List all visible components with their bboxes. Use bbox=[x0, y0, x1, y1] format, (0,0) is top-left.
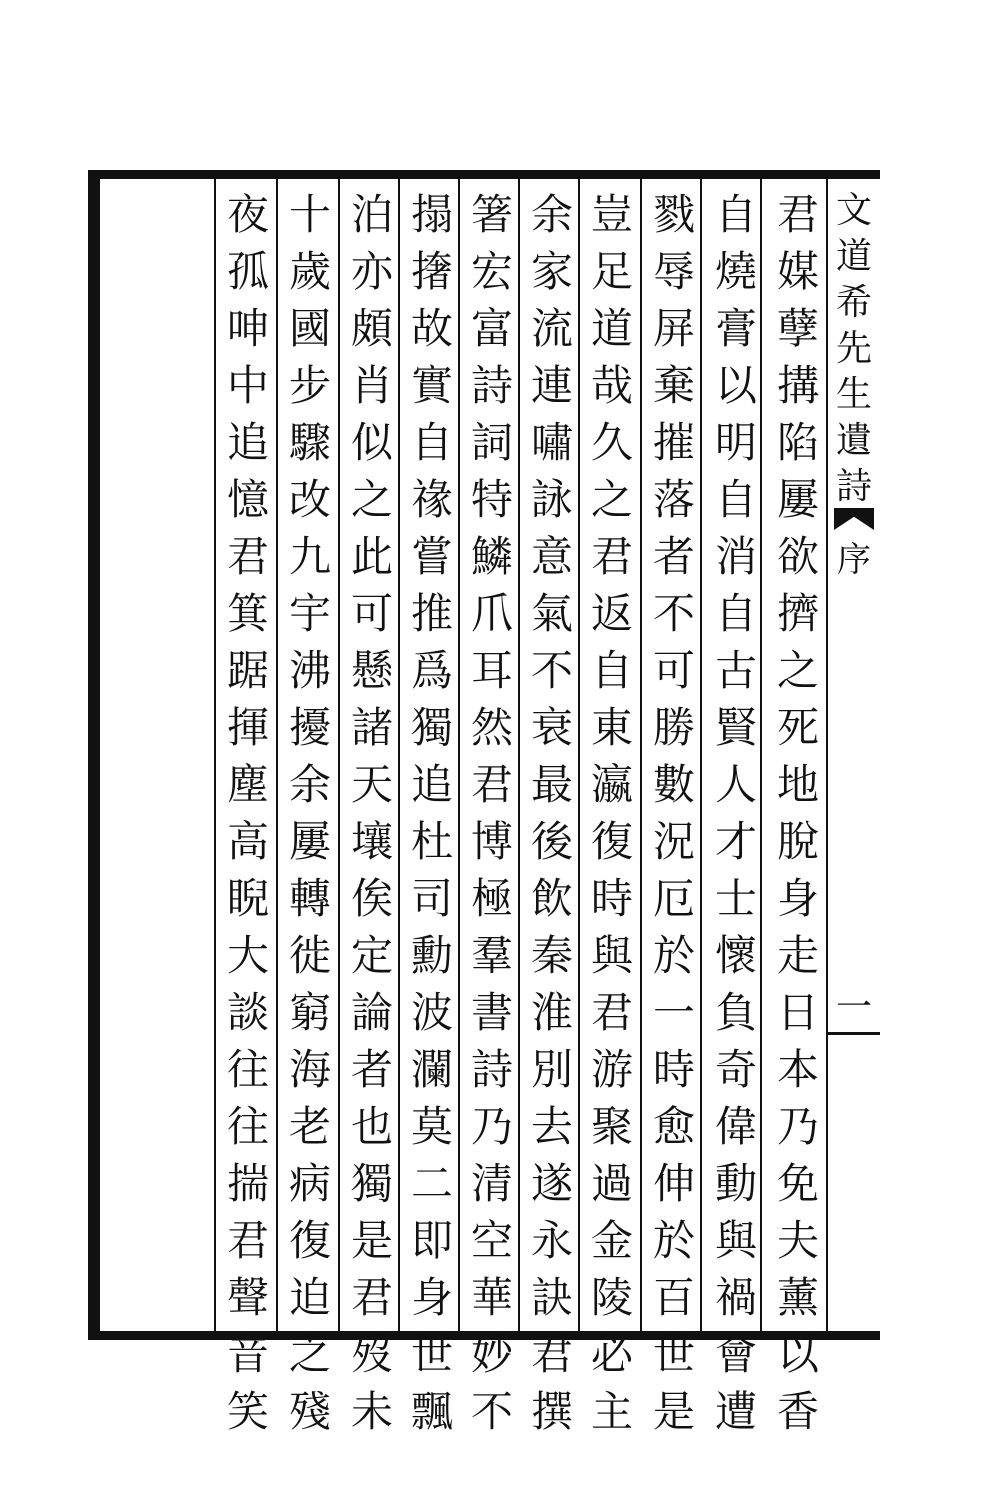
text-column: 十 歲 國 步 驟 改 九 宇 沸 擾 余 屢 轉 徙 窮 海 老 病 復 迫 之 殘 bbox=[288, 190, 331, 1436]
margin-column bbox=[828, 178, 880, 1332]
text-column: 泊 亦 頗 肖 似 之 此 可 懸 諸 天 壤 俟 定 論 者 也 獨 是 君 歿 未 bbox=[350, 190, 393, 1436]
column-rule bbox=[640, 178, 642, 1332]
column-rule bbox=[826, 178, 828, 1332]
column-rule bbox=[458, 178, 460, 1332]
column-rule bbox=[518, 178, 520, 1332]
column-rule bbox=[276, 178, 278, 1332]
page-number: 一 bbox=[835, 987, 872, 1028]
text-column: 君 媒 孽 搆 陷 屢 欲 擠 之 死 地 脫 身 走 日 本 乃 免 夫 薰 以 香 bbox=[776, 190, 819, 1436]
text-column: 搨 撦 故 實 自 禒 嘗 推 爲 獨 追 杜 司 勳 波 瀾 莫 二 即 身 世 飄 bbox=[410, 190, 453, 1436]
column-rule bbox=[214, 178, 216, 1332]
column-rule bbox=[578, 178, 580, 1332]
text-column: 夜 孤 呻 中 追 憶 君 箕 踞 揮 塵 高 睨 大 談 往 往 揣 君 聲 音 笑 bbox=[226, 190, 269, 1436]
text-column: 自 燒 膏 以 明 自 消 自 古 賢 人 才 士 懷 負 奇 偉 動 與 禍 會 遭 bbox=[714, 190, 757, 1436]
column-rule bbox=[338, 178, 340, 1332]
column-rule bbox=[700, 178, 702, 1332]
column-rule bbox=[398, 178, 400, 1332]
text-column: 余 家 流 連 嘯 詠 意 氣 不 衰 最 後 飲 秦 淮 別 去 遂 永 訣 君 撰 bbox=[530, 190, 573, 1436]
column-rule bbox=[760, 178, 762, 1332]
inner-border-line bbox=[96, 178, 100, 1332]
text-column: 戮 辱 屏 棄 摧 落 者 不 可 勝 數 況 厄 於 一 時 愈 伸 於 百 世 是 bbox=[652, 190, 695, 1436]
text-column: 箸 宏 富 詩 詞 特 鱗 爪 耳 然 君 博 極 羣 書 詩 乃 清 空 華 妙 不 bbox=[470, 190, 513, 1436]
margin-divider bbox=[828, 1032, 880, 1035]
section-label: 序 bbox=[837, 540, 871, 580]
book-title: 文 道 希 先 生 遺 詩 bbox=[835, 190, 872, 507]
fish-tail-mark bbox=[834, 508, 874, 530]
text-column: 豈 足 道 哉 久 之 君 返 自 東 瀛 復 時 與 君 游 聚 過 金 陵 必 主 bbox=[590, 190, 633, 1436]
